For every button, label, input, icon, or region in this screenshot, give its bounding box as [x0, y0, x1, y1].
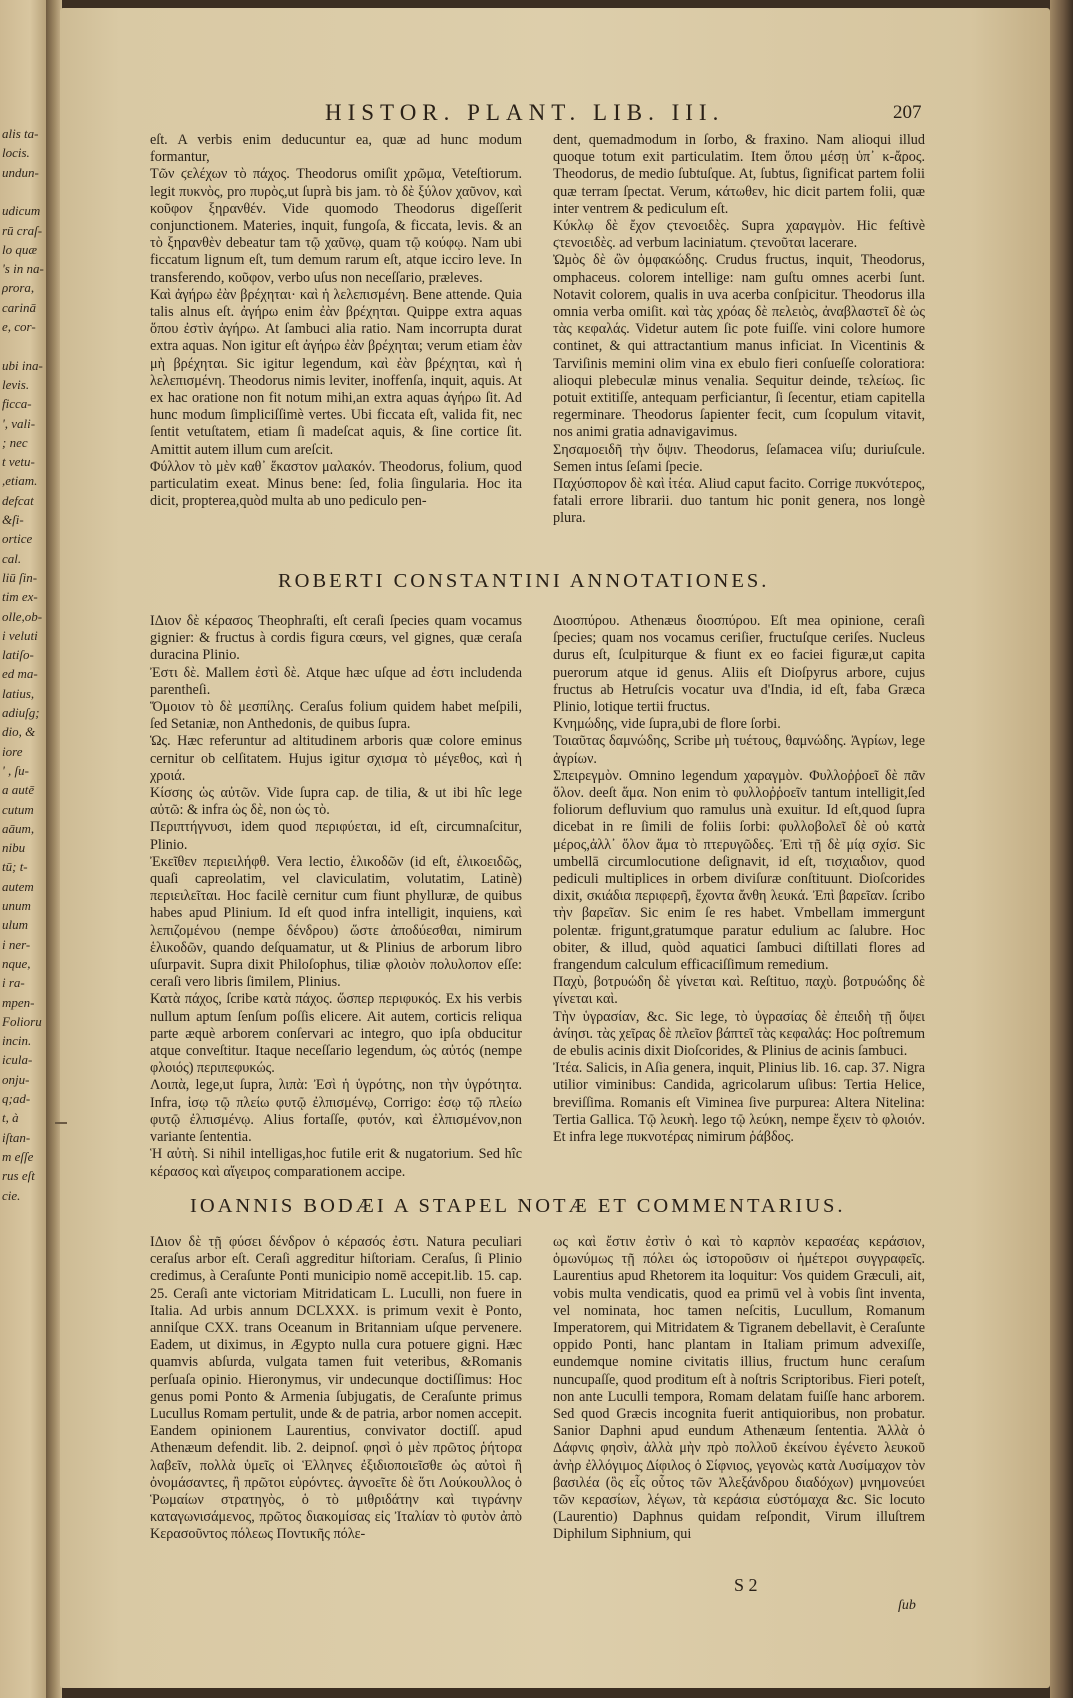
paragraph: Περιπτήγνυσι, idem quod περιφύεται, id eſt, circumnaſcitur, Plinio.: [150, 819, 522, 853]
left-page-fragment: tim ex-: [2, 589, 38, 605]
left-page-fragment: ρrora,: [2, 280, 35, 296]
left-page-fragment: onju-: [2, 1071, 30, 1087]
paragraph: Παχύσπορον δὲ καὶ ἰτέα. Aliud caput facito. Corrige πυκνότερος, fatali errore librarii. duo tantum hic ponit genera, nos longè plura.: [553, 476, 925, 527]
left-page-fragment: a autē: [2, 782, 35, 798]
paragraph: Τοιαῦτας δαμνώδης, Scribe μὴ τυέτους, θαμνώδης. Ἀγρίων, lege ἀγρίων.: [553, 733, 925, 767]
book-edge: [1050, 0, 1073, 1698]
paragraph: Ὅμοιον τὸ δὲ μεσπίλης. Ceraſus folium quidem habet meſpili, ſed Setaniæ, non Anthedonis, de quibus ſupra.: [150, 699, 522, 733]
left-page-fragment: cie.: [2, 1187, 21, 1203]
bodaei-left-column: [150, 1234, 522, 1604]
signature-mark: S 2: [734, 1575, 758, 1595]
paragraph: Τὴν ὑγρασίαν, &c. Sic lege, τὸ ὑγρασίας δὲ ἐπειδὴ τῇ ὄψει ἀνίησι. τὰς χεῖρας δὲ πλεῖον βάπτεῖ τὰς κεφαλάς: Hoc poſtremum de ebulis acinis dixit Dioſcorides, & Plinius de acinis ſambuci.: [553, 1008, 925, 1060]
left-page-fragment: rus eſt: [2, 1168, 35, 1184]
paragraph: Κίσσης ὡς αὐτῶν. Vide ſupra cap. de tilia, & ut ibi hîc lege αὐτῶ: & infra ὡς δὲ, non ὡς τὸ.: [150, 785, 522, 819]
left-page-fragment: iſtan-: [2, 1129, 31, 1145]
left-page-fragment: m eſſe: [2, 1148, 34, 1164]
left-page-fragment: cal.: [2, 550, 22, 566]
paragraph: Κνημώδης, vide ſupra,ubi de flore ſorbi.: [553, 716, 781, 733]
left-page-fragment: q;ad-: [2, 1091, 31, 1106]
left-page-fragment: iore: [2, 743, 23, 759]
section-title-constantini: ROBERTI CONSTANTINI ANNOTATIONES.: [278, 570, 770, 592]
paragraph: Ἰτέα. Salicis, in Aſia genera, inquit, Plinius lib. 16. cap. 37. Nigra utilior viminibus: Candida, agricolarum uſibus: Tertia Helice, breviſſima. Romanis eſt Viminea ſive purpurea: Altera Nitelina: Tertia Gallica. Τῷ λευκὴ. lego τῷ λεύκη, nempe ἔχειν τὸ φλοιόν. Et infra lege πυκνοτέρας nimirum ῥάβδος.: [553, 1060, 925, 1146]
paragraph: Σησαμοειδῆ τὴν ὄψιν. Theodorus, ſeſamacea viſu; duriuſcule. Semen intus ſeſami ſpecie.: [553, 441, 925, 475]
paragraph: eſt. A verbis enim deducuntur ea, quæ ad hunc modum formantur,: [150, 132, 522, 166]
left-page-fragment: ,etiam.: [2, 473, 38, 489]
left-page-fragment: i ra-: [2, 975, 25, 991]
paragraph: dent, quemadmodum in ſorbo, & fraxino. Nam alioqui illud quoque totum exit particulatim. Item ὅπου μέσῃ ὑπ᾽ κ-ἄρος. Theodorus, de medio ſubtuſque. At, ſubtus, ſignificat partem folii quæ terram ſpectat. Verum, κάτωθεν, hic dicit partem folii, quæ inter ventrem & pediculum eſt.: [553, 132, 925, 217]
left-page-fragment: autem: [2, 878, 34, 894]
left-page-fragment: dio, &: [2, 724, 36, 740]
left-page-fragment: &ſi-: [2, 512, 24, 527]
paragraph: ΙΔιον δὲ κέρασος Theophraſti, eſt ceraſi ſpecies quam vocamus gignier: & fructus à cordis figura cœurs, vel gignes, quæ ceraſa duracina Plinio.: [150, 613, 522, 664]
left-page-fragment: i ner-: [2, 936, 31, 952]
left-page-fragment: ed ma-: [2, 666, 38, 682]
left-page-fragment: udicum: [2, 203, 41, 219]
left-page-fragment: aāum,: [2, 820, 35, 836]
left-page-fragment: adiuſg;: [2, 705, 40, 720]
left-page-fragment: e, cor-: [2, 319, 36, 334]
left-page-fragment: Folioru: [2, 1013, 42, 1029]
left-page-fragment: latius,: [2, 685, 35, 701]
left-page-fragment: nibu: [2, 840, 26, 856]
top-left-column: [150, 132, 522, 532]
left-page-fragment: ' , ſu-: [2, 762, 29, 778]
left-page-fragment: levis.: [2, 376, 30, 392]
left-page-fragment: olle,ob-: [2, 608, 43, 624]
section-title-bodaei: IOANNIS BODÆI A STAPEL NOTÆ ET COMMENTARIUS.: [190, 1195, 846, 1217]
left-page-fragment: ; nec: [2, 434, 28, 450]
left-page-fragment: undun-: [2, 164, 39, 180]
paragraph: Κατὰ πάχος, ſcribe κατὰ πάχος. ὥσπερ περιφυκός. Ex his verbis nullum aptum ſenſum poſſis elicere. Ait autem, corticis reliqua parte æquè arborem conſervari ac integro, quo ipſa obducitur atque conveſtitur. Itaque neceſſario legendum, ὡς αὐτός (nempe φλοιός) περιπεφυκώς.: [150, 991, 522, 1077]
constantini-right-column: [553, 613, 925, 1146]
left-page-fragment: ficca-: [2, 396, 32, 412]
paragraph: Ἐκεῖθεν περιειλήφθ. Vera lectio, ἑλικοδῶν (id eſt, ἑλικοειδῶς, quaſi capreolatim, vel claviculatim, volutatim, Latinè) περιειλεῖται. Hoc facilè cernitur cum fiunt phylluræ, de quibus habes apud Plinium. Id eſt quod infra intelligit, inquiens, καὶ λεπιζομένου (nempe δένδρου) ὥστε ἀποδύεσθαι, nimirum ἑλικοδῶν, quando deſquamatur, ut & Plinius de arborum libro uſurpavit. Supra dixit Philoſophus, tiliæ φλοιὸν πολυλοπον eſſe: ceraſi vero libris ſimilem, Plinius.: [150, 853, 522, 991]
left-page-fragment: incin.: [2, 1033, 32, 1049]
constantini-left-column: [150, 613, 522, 1180]
left-page-fragment: carinā: [2, 299, 36, 315]
left-page-fragment: icula-: [2, 1052, 33, 1068]
left-page-fragment: ulum: [2, 917, 28, 933]
left-page-fragment: defcat: [2, 492, 34, 508]
left-page-fragment: ubi ina-: [2, 357, 43, 373]
left-page-fragment: locis.: [2, 145, 30, 161]
running-header: HISTOR. PLANT. LIB. III.: [325, 100, 725, 125]
left-page-fragment: ', vali-: [2, 415, 36, 431]
left-page-fragment: tū; t-: [2, 859, 28, 875]
paragraph: Λοιπὰ, lege,ut ſupra, λιπὰ: Ἐσὶ ἡ ὑγρότης, non τὴν ὑγρότητα. Infra, ἰσῳ τῷ πλείω φυτῷ ἐλπισμένῳ, Corrigo: ἐσῳ τῷ πλείω φυτῷ ἐλπισμένῳ. Alius fortaſſe, φυτόν, καὶ ἐλπισμένον,non variante ſententia.: [150, 1077, 522, 1146]
left-page-fragment: cutum: [2, 801, 34, 817]
left-page-fragment: lo quæ: [2, 241, 38, 257]
paragraph: Ἐστι δὲ. Mallem ἐστὶ δὲ. Atque hæc uſque ad ἐστι includenda parentheſi.: [150, 664, 522, 698]
left-facing-page: [0, 0, 50, 1698]
left-page-fragment: alis ta-: [2, 126, 39, 141]
catchword: ſub: [898, 1598, 916, 1613]
left-page-fragment: ortice: [2, 531, 33, 547]
bodaei-right-column: [553, 1234, 925, 1604]
paragraph: Ὠμὸς δὲ ὢν ὀμφακώδης. Crudus fructus, inquit, Theodorus, omphaceus. colorem intellige: nam guſtu omnes acerbi ſunt. Notavit colorem, qualis in uva acerba conſpicitur. Theodorus illa omnia verba omiſit. καὶ τὰς χρόας δὲ πελειὸς, ἀναβλαστεῖ δὲ ὡς τὰς κεφαλάς. Videtur autem ſic pote fuiſſe. vini colore humore continet, & qui attractantium manus inficiat. In Vicentinis & Tarviſinis memini olim vina ex ebulo fieri conſueſſe coloratiora: alioqui plebeculæ minus venalia. Sequitur deinde, τελείως. ſic potuit extitiſſe, antequam perficiantur, ſi ſecentur, etiam capitella regerminare. Theodorus ſapienter fecit, cum ſcopulum vitavit, nos animi gratia adnavigavimus.: [553, 252, 925, 441]
paragraph: Παχὺ, βοτρυώδη δὲ γίνεται καὶ. Reſtituo, παχὺ. βοτρυώδης δὲ γίνεται καὶ.: [553, 974, 925, 1008]
left-page-fragment: latiſo-: [2, 647, 34, 663]
paragraph: Τῶν ϛελέχων τὸ πάχος. Theodorus omiſit χρῶμα, Veteſtiorum. legit πυκνὸς, pro πυρὸς,ut ſuprà bis jam. τὸ δὲ ξύλον χαῦνον, καὶ κοῦφον ξηρανθέν. Vide quomodo Theodorus digeſſerit conjunctionem. Materies, inquit, fungoſa, & ficcata, levis. & an τὸ ξηρανθὲν debeatur tam τῷ χαῦνῳ, quam τῷ κούφῳ. Nam ubi ficcatum lignum eſt, tum demum rarum eſt, atque icciro leve. In transferendo, κοῦφον, verbo uſus non neceſſario, præleves.: [150, 166, 522, 286]
paragraph: Φύλλον τὸ μὲν καθ᾽ ἕκαστον μαλακόν. Theodorus, folium, quod particulatim exeat. Minus bene: ſed, folia ſingularia. Hoc ita dicit, propterea,quòd multa ab uno pediculo pen-: [150, 458, 522, 510]
page-number: 207: [893, 102, 922, 123]
paragraph: ως καὶ ἔστιν ἐστὶν ὁ καὶ τὸ καρπὸν κερασέας κεράσιον, ὁμωνύμως τῇ πόλει ὡς ἱστοροῦσιν οἱ ἡμέτεροι συγγραφεῖς. Laurentius apud Rhetorem ita loquitur: Vos quidem Græculi, ait, vobis multa vendicatis, quod ea primū vel à vobis ſint inventa, vel nominata, hoc tamen neſcitis, Lucullum, Romanum Imperatorem, qui Mitridatem & Tigranem debellavit, è Ceraſunte oppido Ponti, hanc plantam in Italiam primum advexiſſe, eundemque nomine civitatis illius, fructum hunc ceraſum nuncupaſſe, quod proditum eſt à noſtris Scriptoribus. Fieri poteſt, non ante Luculli tempora, Romam delatam fuiſſe hanc arborem. Sed quod Græcis incognita fuerit antiquioribus, non probatur. Sanior Daphni apud eundum Athenæum ſententia. Ἀλλὰ ὁ Δάφνις φησὶν, ἀλλὰ μὴν πρὸ πολλοῦ ἐκείνου ἐγένετο λευκοῦ ἀνὴρ ἐλλόγιμος Δίφιλος ὁ Σίφνιος, γεγονὼς κατὰ Λυσίμαχον τὸν βασιλέα (ὃς εἷς οὗτος τῶν Ἀλεξάνδρου διαδόχων) μνημονεύει τῶν κερασίων, λέγων, τὰ κεράσια εὐστόμαχα &c. Sic locuto (Laurentio) Daphnus quidam reſpondit, Virum illuſtrem Diphilum Siphnium, qui: [553, 1234, 925, 1543]
paragraph: Καὶ ἀγήρω ἐὰν βρέχηται· καὶ ἡ λελεπισμένη. Bene attende. Quia talis alnus eſt. ἀγήρω enim ἐὰν βρέχηται. Quippe extra aquas ὅπου ἐστὶν ἀγήρω. At ſambuci alia ratio. Nam incorrupta durat extra aquas. Non igitur eſt ἀγήρω ἐὰν βρέχηται; verum etiam ἐὰν μὴ βρέχηται. Sic igitur legendum, καὶ ἐὰν βρέχηται, καὶ ἡ λελεπισμένη. Theodorus nimis leviter, inoffenſa, inquit, aquis. At ex hac oratione non fit notum mihi,an extra aquas ἀγήρω ſit. Ad hunc modum ſimpliciſſimè vertes. Ubi ficcata eſt, valida fit, nec ſentit vetuſtatem, etiam ſi madeſcat aquis, & ſine cortice ſit. Amittit autem illum cum areſcit.: [150, 286, 522, 458]
left-page-fragment: mpen-: [2, 994, 35, 1010]
paragraph: Διοσπύρου. Athenæus διοσπύρου. Eſt mea opinione, ceraſi ſpecies; quam nos vocamus ceriſier, fructuſque ceriſes. Nucleus durus eſt, ſculpiturque & fiunt ex eo faciei figuræ,ut capita puerorum atque id genus. Aliis eſt Dioſpyrus arbore, cujus fructus ab Hetruſcis vocatur uva d'India, id eſt, faba Græca Pliniо, lotique tertii fructus.: [553, 613, 925, 716]
left-page-fragment: nque,: [2, 955, 31, 971]
left-page-fragment: t vetu-: [2, 454, 35, 470]
left-page-fragment: unum: [2, 898, 31, 913]
paragraph: ΙΔιον δὲ τῇ φύσει δένδρον ὁ κέρασός ἐστι. Natura peculiari ceraſus arbor eſt. Ceraſi aggreditur hiſtoriam. Ceraſus, ſi Plinio credimus, à Ceraſunte Ponti municipio nomē accepit.lib. 15. cap. 25. Ceraſi ante victoriam Mitridaticam L. Luculli, non fuere in Italia. Ad urbis annum DCLXXX. is primum vexit è Ponto, anniſque CXX. trans Oceanum in Britanniam uſque pervenere. Eadem, ut diximus, in Ægypto nulla cura potuere gigni. Hæc quamvis abſurda, vulgata tamen fuit veteribus, &Romanis perſuaſa opinio. Hieronymus, vir undecunque doctiſſimus: Hoc genus pomi Ponto & Armenia ſubjugatis, de Ceraſunte primus Lucullus Romam pertulit, unde & de patria, arbor nomen accepit. Eandem opinionem Laurentius, convivator doctiſſ. apud Athenæum defendit. lib. 2. deipnoſ. φησὶ ὁ μὲν πρῶτος ῥήτορα λαβεῖν, πολλὰ ὑμεῖς οἱ Ἑλληνες ἐξιδιοποιεῖσθε ὡς αὐτοὶ ἢ ὀνομάσαντες, ἢ πρῶτοι εὑρόντες. ἀγνοεῖτε δὲ ὅτι Λούκουλλος ὁ Ῥωμαίων στρατηγὸς, ὁ τὸ μιθριδάτην καὶ τιγράνην καταγωνισάμενος, πρῶτος διακομίσας εἰς Ἰταλίαν τὸ φυτὸν ἀπὸ Κερασοῦντος πόλεως Ποντικῆς πόλε-: [150, 1234, 522, 1543]
top-right-column: [553, 132, 925, 532]
left-page-fragment: i veluti: [2, 627, 38, 643]
paragraph: Ἡ αὐτὴ. Si nihil intelligas,hoc futile erit & nugatorium. Sed hîc κέρασος καὶ αἴγειρος comparationem accipe.: [150, 1146, 522, 1180]
left-page-fragment: rū craſ-: [2, 222, 43, 238]
paragraph: Κύκλῳ δὲ ἔχον ϛτενοειδὲς. Supra χαραγμὸν. Hic feſtivè ϛτενοειδὲς. ad verbum laciniatum. ϛτενοῦται lacerare.: [553, 218, 925, 252]
left-page-fragment: liū ſin-: [2, 569, 38, 585]
left-page-fragment: t, à: [2, 1110, 19, 1126]
paragraph: Ὡς. Hæc referuntur ad altitudinem arboris quæ colore eminus cernitur ob celſitatem. Hujus igitur σχισμα τὸ μέγεθος, καὶ ἡ χροιά.: [150, 733, 522, 784]
left-page-fragment: 's in na-: [2, 261, 44, 277]
paragraph: Σπειρεγμὸν. Omnino legendum χαραγμὸν. Φυλλοῤῥοεῖ δὲ πᾶν ὅλον. deeſt ἅμα. Non enim τὸ φυλλοῤῥοεῖν tantum intelligit,ſed foliorum defluvium quo ramulus unà exuitur. Id eſt,quod ſupra dicebat in re ſimili de foliis ſorbi: φυλλοβολεῖ δὲ οὐ κατὰ μέρος,ἀλλ᾽ ὅλον ἅμα τὸ πτερυγῶδες. Ἐπὶ τῇ δὲ μίᾳ σχίσ. Sic umbellā circumlocutione deſignavit, id eſt, τισχιαδιον, quod pediculi multiplices in orbem diviſuræ conſtituunt. Dioſcorides dixit, σκιάδια περιφερῆ, ἔχοντα ἄνθη λευκά. Ἐπὶ βαρεῖαν. ſcribo τὴν βαρεῖαν. Sic enim ſe res habet. Vmbellam immergunt polentæ. frigunt,gratumque paratur edulium ac ſalubre. Hoc obiter, & illud, quòd aquatici ſambuci diſtillati flores ad frangendum calculum efficaciſſimum remedium.: [553, 767, 925, 974]
margin-mark: [55, 1122, 67, 1124]
